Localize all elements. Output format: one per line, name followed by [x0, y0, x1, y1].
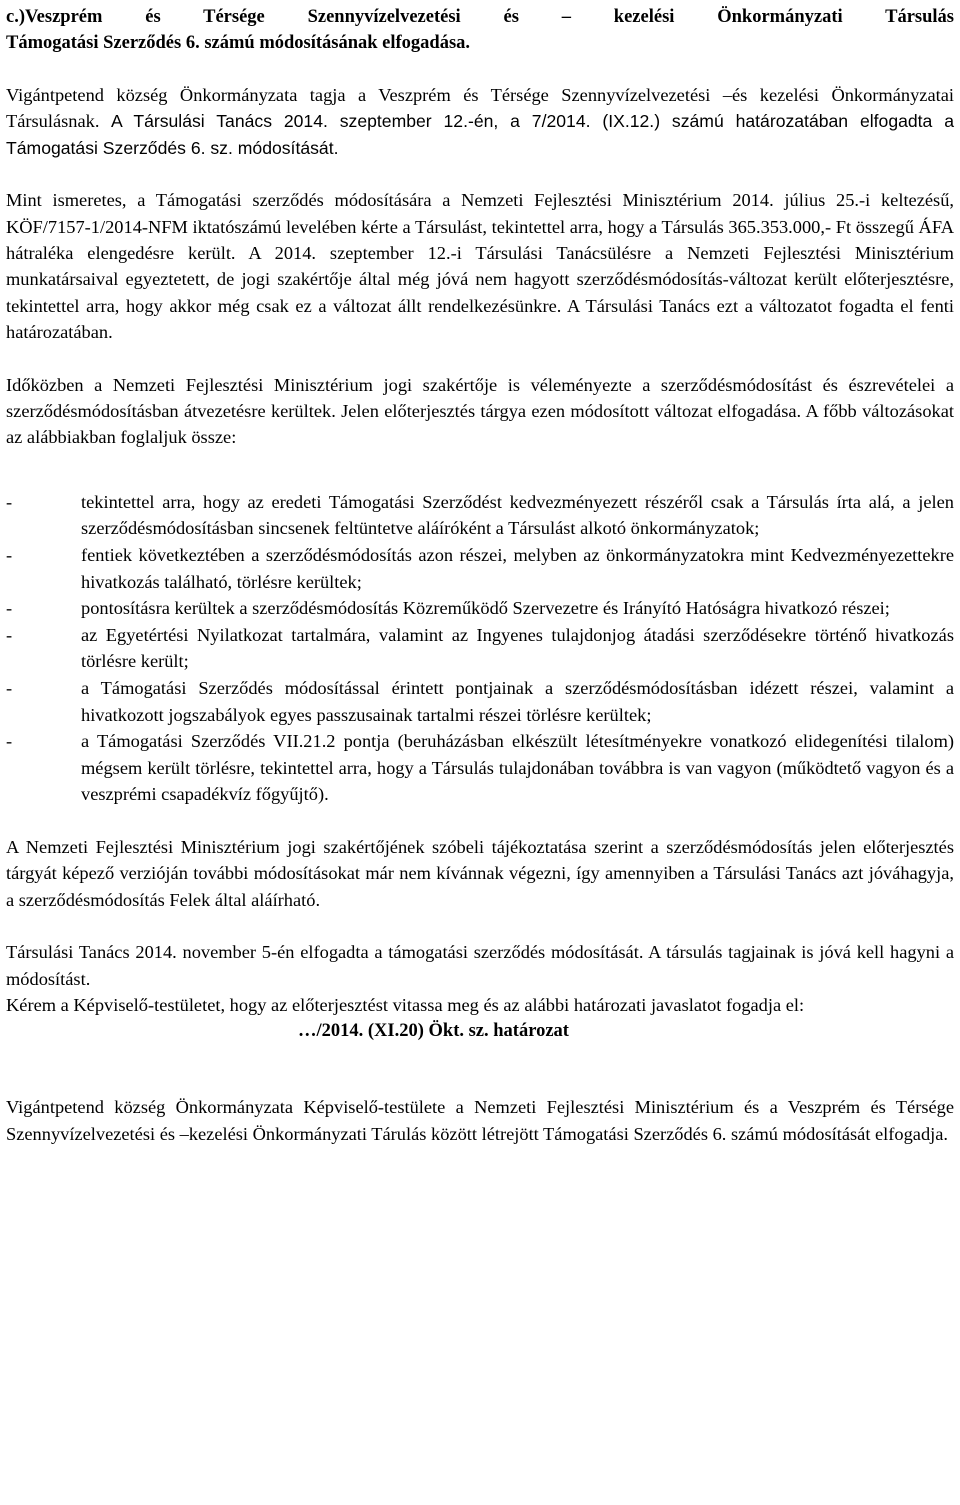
list-dash: -: [6, 731, 13, 752]
list-item-text: fentiek következtében a szerződésmódosítás azon részei, melyben az önkormányzatokra mint Kedvezményezettekre hivatkozás található, törlésre kerültek;: [81, 545, 954, 592]
list-item: [6, 542, 954, 595]
intro-text: Vigántpetend község Önkormányzata tagja a Veszprém és Térsége Szennyvízelvezetési –és kezelési Önkormányzatai Társulásnak.: [6, 85, 954, 132]
heading-line-1: c.)Veszprém és Térsége Szennyvízelvezetési és – kezelési Önkormányzati Társulás: [6, 7, 954, 27]
intro-text-sans: A Társulási Tanács 2014. szeptember 12.-én, a 7/2014. (IX.12.) számú határozatában elfogadta a Támogatási Szerződés 6. sz. módosítását.: [6, 111, 954, 158]
list-dash: -: [6, 491, 13, 512]
list-item-text: tekintettel arra, hogy az eredeti Támogatási Szerződést kedvezményezett részéről csak a Társulás írta alá, a jelen szerződésmódosításban sincsenek feltüntetve aláíróként a Társulást alkotó önkormányzatok;: [81, 491, 954, 539]
list-item-text: pontosításra kerültek a szerződésmódosítás Közreműködő Szervezetre és Irányító Hatóságra hivatkozó részei;: [81, 598, 890, 619]
list-dash: -: [6, 598, 13, 619]
intro-paragraph: [6, 82, 954, 161]
list-dash: -: [6, 624, 13, 645]
list-item-text: a Támogatási Szerződés VII.21.2 pontja (beruházásban elkészült létesítményekre vonatkozó elidegenítési tilalom) mégsem került törlésre, tekintettel arra, hogy a Társulás tulajdonában továbbra is van vagyon (működtető vagyon és a veszprémi csapadékvíz főgyűjtő).: [81, 731, 954, 805]
heading-line-2: Támogatási Szerződés 6. számú módosításának elfogadása.: [6, 33, 471, 53]
list-dash: -: [6, 678, 13, 699]
paragraph-nfm-jogi: A Nemzeti Fejlesztési Minisztérium jogi szakértőjének szóbeli tájékoztatása szerint a szerződésmódosítás jelen előterjesztés tárgyát képező verzióján további módosításokat már nem kívánnak végezni, így amennyiben a Társulási Tanács azt jóváhagyja, a szerződésmódosítás Felek által aláírható.: [6, 837, 954, 910]
paragraph-tarsulasi-tanacs: Társulási Tanács 2014. november 5-én elfogadta a támogatási szerződés módosítását. A társulás tagjainak is jóvá kell hagyni a módosítást.: [6, 942, 954, 989]
paragraph-idokozben: Időközben a Nemzeti Fejlesztési Minisztérium jogi szakértője is véleményezte a szerződésmódosítást és észrevételei a szerződésmódosításban átvezetésre kerültek. Jelen előterjesztés tárgya ezen módosított változat elfogadása. A főbb változásokat az alábbiakban foglaljuk össze:: [6, 374, 954, 448]
list-item: [6, 595, 954, 622]
list-dash: -: [6, 545, 13, 566]
list-item-text: a Támogatási Szerződés módosítással érintett pontjainak a szerződésmódosításban idézett részei, valamint a hivatkozott jogszabályok egyes passzusainak tartalmi részei törlésre kerültek;: [81, 678, 954, 725]
paragraph-kerem: Kérem a Képviselő-testületet, hogy az előterjesztést vitassa meg és az alábbi határozati javaslatot fogadja el:: [6, 995, 805, 1016]
section-heading: [6, 4, 954, 56]
list-item: [6, 675, 954, 728]
paragraph-mint-ismeretes: Mint ismeretes, a Támogatási szerződés módosítására a Nemzeti Fejlesztési Minisztérium 2014. július 25.-i keltezésű, KÖF/7157-1/2014-NFM iktatószámú levelében kérte a Társulást, tekintettel arra, hogy a Társulás 365.353.000,- Ft összegű ÁFA hátraléka elengedésre került. A 2014. szeptember 12.-i Társulási Tanácsülésre a Nemzeti Fejlesztési Minisztérium munkatársaival egyeztetett, de jogi szakértője által még jóvá nem hagyott szerződésmódosítás-változat került előterjesztésre, tekintettel arra, hogy akkor még csak ez a változat állt rendelkezésünkre. A Társulási Tanács ezt a változatot fogadta el fenti határozatában.: [6, 190, 954, 343]
changes-list: [6, 489, 954, 808]
document-page: [6, 4, 954, 1147]
list-item: [6, 622, 954, 675]
list-item: [6, 728, 954, 808]
list-item-text: az Egyetértési Nyilatkozat tartalmára, valamint az Ingyenes tulajdonjog átadási szerződésekre történő hivatkozás törlésre került;: [81, 624, 954, 672]
resolution-text: Vigántpetend község Önkormányzata Képviselő-testülete a Nemzeti Fejlesztési Minisztérium és a Veszprém és Térsége Szennyvízelvezetési és –kezelési Önkormányzati Tárulás között létrejött Támogatási Szerződés 6. számú módosítását elfogadja.: [6, 1097, 954, 1144]
list-item: [6, 489, 954, 542]
resolution-title: …/2014. (XI.20) Ökt. sz. határozat: [298, 1021, 569, 1042]
